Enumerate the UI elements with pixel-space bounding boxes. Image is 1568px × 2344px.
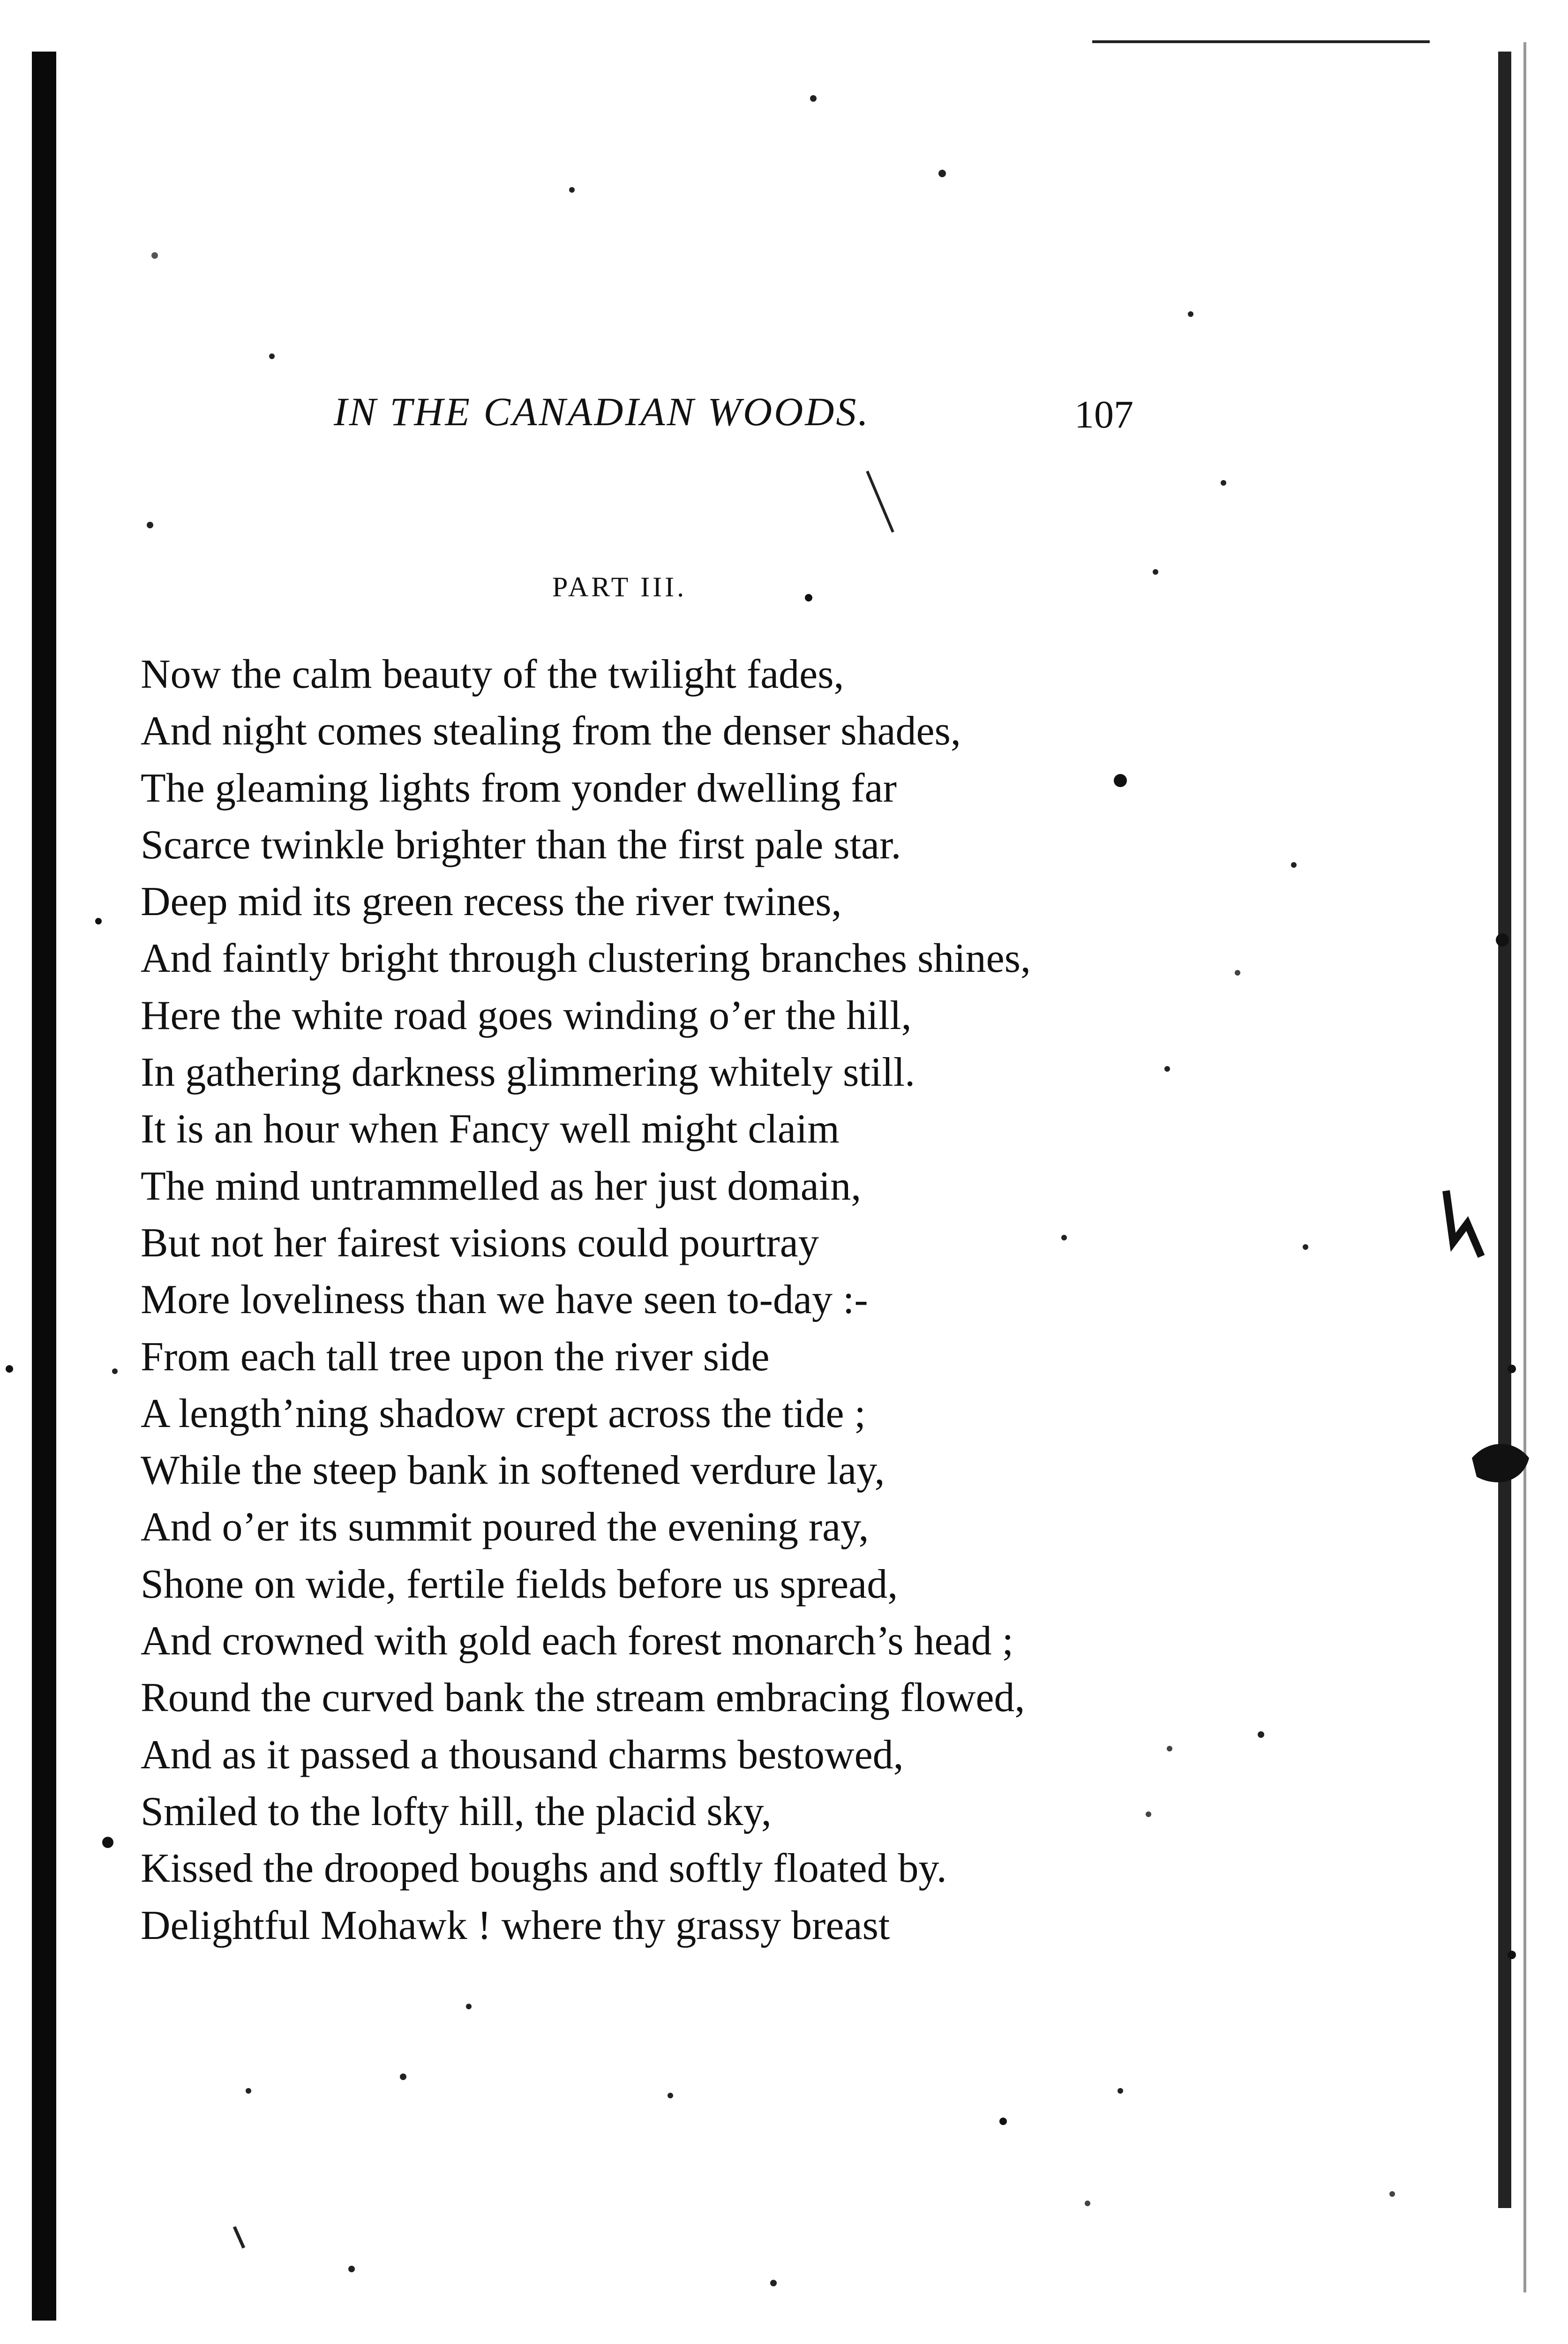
poem-line: The mind untrammelled as her just domain,	[141, 1163, 862, 1209]
poem-line: Smiled to the lofty hill, the placid sky,	[141, 1788, 772, 1834]
poem-line: Round the curved bank the stream embracing flowed,	[141, 1675, 1025, 1721]
section-heading: PART III.	[552, 571, 687, 602]
poem-line: And as it passed a thousand charms bestowed,	[141, 1732, 904, 1778]
running-head: IN THE CANADIAN WOODS.	[334, 389, 870, 434]
poem-line: Deep mid its green recess the river twines,	[141, 879, 842, 925]
poem-line: While the steep bank in softened verdure lay,	[141, 1448, 885, 1494]
page-number: 107	[1074, 393, 1133, 436]
poem-line: From each tall tree upon the river side	[141, 1334, 770, 1380]
poem-body	[141, 646, 1294, 1954]
poem-line: And crowned with gold each forest monarch’s head ;	[141, 1618, 1014, 1664]
poem-line: And o’er its summit poured the evening ray,	[141, 1504, 869, 1550]
poem-line: In gathering darkness glimmering whitely still.	[141, 1050, 915, 1096]
poem-line: But not her fairest visions could pourtray	[141, 1220, 819, 1266]
poem-line: And night comes stealing from the denser shades,	[141, 708, 961, 754]
poem-line: And faintly bright through clustering branches shines,	[141, 936, 1031, 982]
poem-line: More loveliness than we have seen to-day :-	[141, 1277, 868, 1323]
poem-line: Now the calm beauty of the twilight fades,	[141, 652, 844, 697]
poem-line: Scarce twinkle brighter than the first pale star.	[141, 822, 901, 868]
top-rule	[1092, 40, 1430, 43]
poem-line: A length’ning shadow crept across the tide ;	[141, 1390, 866, 1436]
poem-line: Here the white road goes winding o’er the hill,	[141, 992, 912, 1038]
poem-line: It is an hour when Fancy well might claim	[141, 1106, 840, 1152]
poem-line: The gleaming lights from yonder dwelling far	[141, 765, 897, 811]
binding-edge	[32, 52, 56, 2321]
page-edge-line	[1523, 42, 1526, 2292]
page-edge-shadow	[1498, 52, 1511, 2208]
poem-line: Kissed the drooped boughs and softly floated by.	[141, 1846, 947, 1892]
poem-line: Delightful Mohawk ! where thy grassy breast	[141, 1902, 890, 1948]
poem-line: Shone on wide, fertile fields before us spread,	[141, 1561, 898, 1607]
